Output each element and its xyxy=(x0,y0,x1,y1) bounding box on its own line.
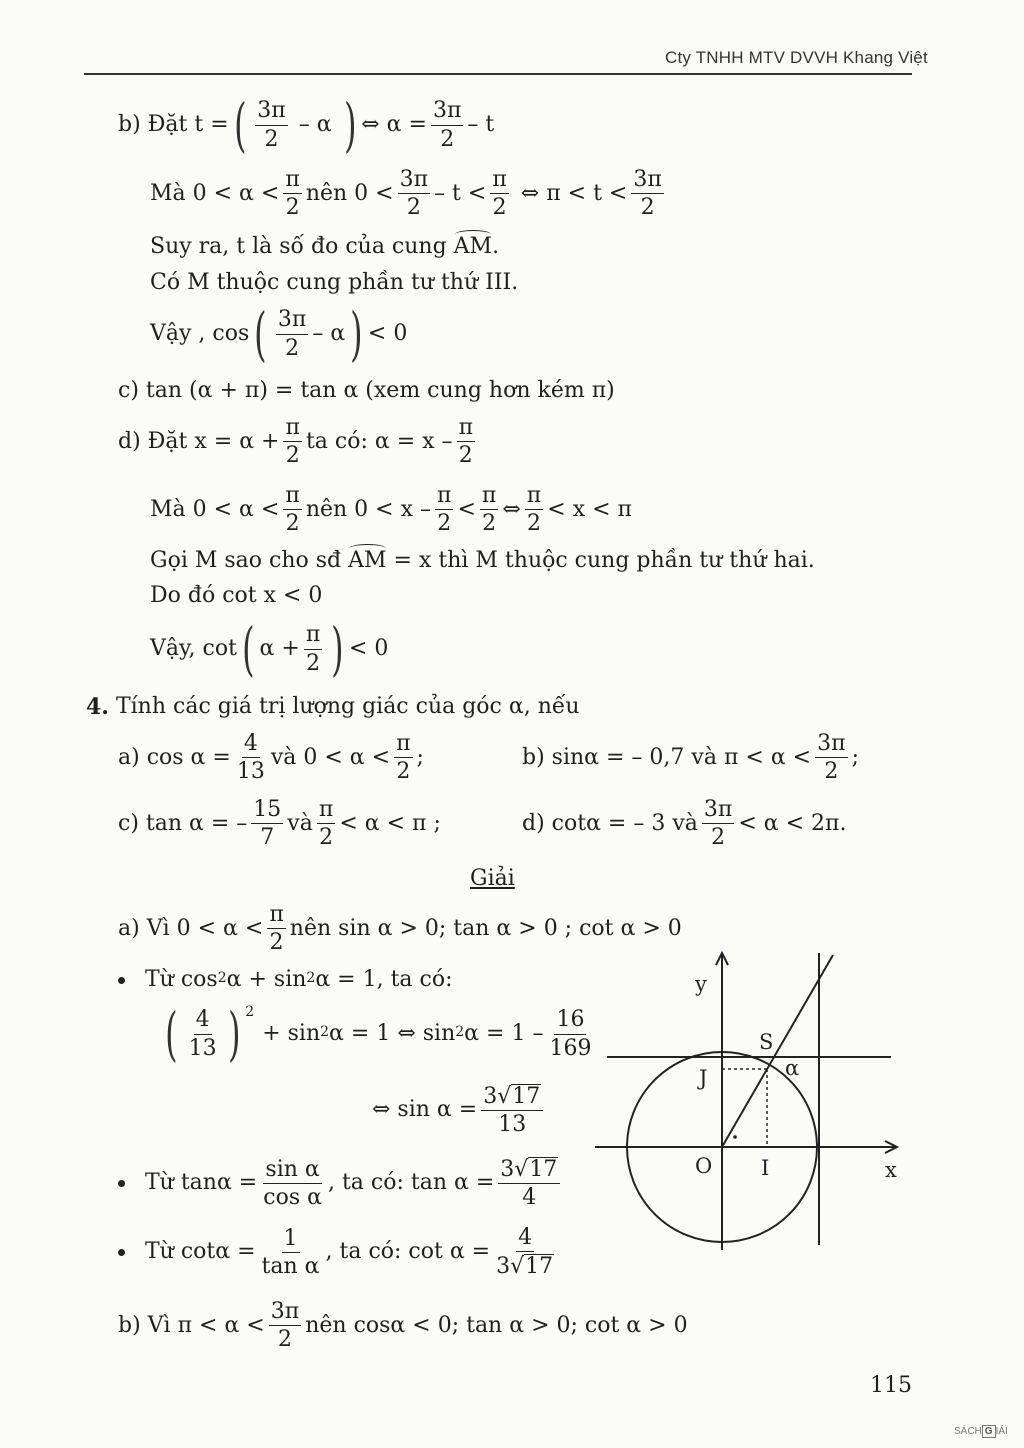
fraction: 3π 2 xyxy=(257,98,286,152)
problem-4-a: a) cos α = $\frac{4}{13}$ và 0 < α < π 2 ; xyxy=(118,731,424,785)
fraction: 3π 2 xyxy=(277,307,307,361)
part-b-line-1: b) Đặt t = ( 3π 2 – α ) ⇔ α = $\frac{3\pi}{2}$ – t xyxy=(118,91,495,159)
part-c-line: c) tan (α + π) = tan α (xem cung hơn kém π) xyxy=(118,378,615,403)
fraction: 15 7 xyxy=(253,797,282,851)
fraction: 3π 2 xyxy=(399,167,429,221)
label-o: O xyxy=(695,1154,713,1178)
fraction: $\frac{4}{13}$ xyxy=(236,731,265,785)
fraction: 16 169 xyxy=(549,1007,592,1061)
part-d-line-1: d) Đặt x = α + $\frac{\pi}{2}$ ta có: α = x – π 2 xyxy=(118,415,474,469)
bullet-1: Từ cos $^2$ α + sin $^2$ α = 1, ta có: xyxy=(118,969,453,991)
angle-dot xyxy=(733,1135,737,1139)
arc-am: AM xyxy=(453,234,493,259)
fraction: 4 13 xyxy=(188,1007,217,1061)
bullet-icon xyxy=(118,1249,125,1256)
part-b-line-3: Suy ra, t là số đo của cung AM . xyxy=(150,234,500,259)
part-d-line-3: Gọi M sao cho sđ AM = x thì M thuộc cung phần tư thứ hai. xyxy=(150,548,815,573)
equation-1: ( 4 13 ) $^2$ + sin $^2$ α = 1 ⇔ sin $^2$ α = 1 – 16 169 xyxy=(165,1000,592,1068)
arc-am: AM xyxy=(348,548,387,573)
part-b-line-5: Vậy , cos ( 3π 2 – α ) < 0 xyxy=(150,300,408,368)
part-d-line-2: Mà 0 < α < π 2 nên 0 < x – π 2 < π 2 ⇔ π 2 < x < π xyxy=(150,483,632,537)
fraction: π 2 xyxy=(318,797,334,851)
part-d-line-4: Do đó cot x < 0 xyxy=(150,583,323,608)
part-b-line-4: Có M thuộc cung phần tư thứ III. xyxy=(150,270,519,295)
fraction: π 2 xyxy=(396,731,411,785)
fraction: 3 √ 17 4 xyxy=(498,1157,560,1209)
fraction: $\frac{\pi}{2}$ xyxy=(285,415,300,469)
part-b-line-2: Mà 0 < α < π 2 nên 0 < 3π 2 – t < π 2 ⇔ π < t < 3π 2 xyxy=(150,167,662,221)
fraction: π 2 xyxy=(285,483,300,537)
bullet-3: Từ cotα = $\frac{1}{\text{tan α}}$ , ta có: cot α = 4 3 √ 17 xyxy=(118,1226,560,1278)
solution-heading: Giải xyxy=(470,866,515,891)
problem-4-b: b) sinα = – 0,7 và π < α < 3π 2 ; xyxy=(522,731,859,785)
publisher-header: Cty TNHH MTV DVVH Khang Việt xyxy=(665,48,928,67)
solution-a-line: a) Vì 0 < α < π 2 nên sin α > 0; tan α > 0 ; cot α > 0 xyxy=(118,902,682,956)
ray-os xyxy=(722,955,833,1147)
label-y: y xyxy=(695,972,707,996)
fraction: $\frac{3\pi}{2}$ xyxy=(432,98,462,152)
page-number: 115 xyxy=(870,1373,912,1398)
label-x: x xyxy=(885,1158,897,1182)
problem-4-title: 4. Tính các giá trị lượng giác của góc α, nếu xyxy=(86,694,580,720)
label-s: S xyxy=(759,1030,774,1054)
header-rule xyxy=(84,73,912,75)
label-i: I xyxy=(761,1156,770,1180)
problem-4-c: c) tan α = – 15 7 và π 2 < α < π ; xyxy=(118,797,441,851)
equation-2: ⇔ sin α = 3 √ 17 13 xyxy=(372,1084,547,1136)
fraction: π 2 xyxy=(492,167,507,221)
fraction: π 2 xyxy=(458,415,474,469)
fraction: 3π 2 xyxy=(633,167,662,221)
label-alpha: α xyxy=(785,1056,800,1080)
fraction: 4 3 √ 17 xyxy=(496,1225,554,1280)
fraction: 3π 2 xyxy=(817,731,846,785)
bullet-icon xyxy=(118,977,125,984)
problem-4-d: d) cotα = – 3 và 3π 2 < α < 2π. xyxy=(522,797,847,851)
watermark-logo: SÁCH G IẢI xyxy=(954,1426,1008,1437)
fraction: π 2 xyxy=(436,483,452,537)
bullet-2: Từ tanα = $\frac{\text{sin α}}{\text{cos α}}$ , ta có: tan α = 3 √ 17 4 xyxy=(118,1157,564,1209)
part-d-line-5: Vậy, cot ( α + $\frac{\pi}{2}$ ) < 0 xyxy=(150,615,389,683)
bullet-icon xyxy=(118,1180,125,1187)
fraction: 3 √ 17 13 xyxy=(481,1084,543,1136)
fraction: π 2 xyxy=(269,902,284,956)
fraction: $\frac{\text{sin α}}{\text{cos α}}$ xyxy=(263,1156,322,1210)
label-j: J xyxy=(699,1066,708,1090)
fraction: $\frac{1}{\text{tan α}}$ xyxy=(261,1225,320,1279)
solution-b-line: b) Vì π < α < 3π 2 nên cosα < 0; tan α > 0; cot α > 0 xyxy=(118,1299,688,1353)
unit-circle-figure xyxy=(595,945,915,1265)
fraction: π 2 xyxy=(285,167,300,221)
fraction: π 2 xyxy=(481,483,497,537)
fraction: 3π 2 xyxy=(703,797,733,851)
fraction: 3π 2 xyxy=(270,1299,300,1353)
fraction: $\frac{\pi}{2}$ xyxy=(305,622,321,676)
fraction: π 2 xyxy=(526,483,542,537)
